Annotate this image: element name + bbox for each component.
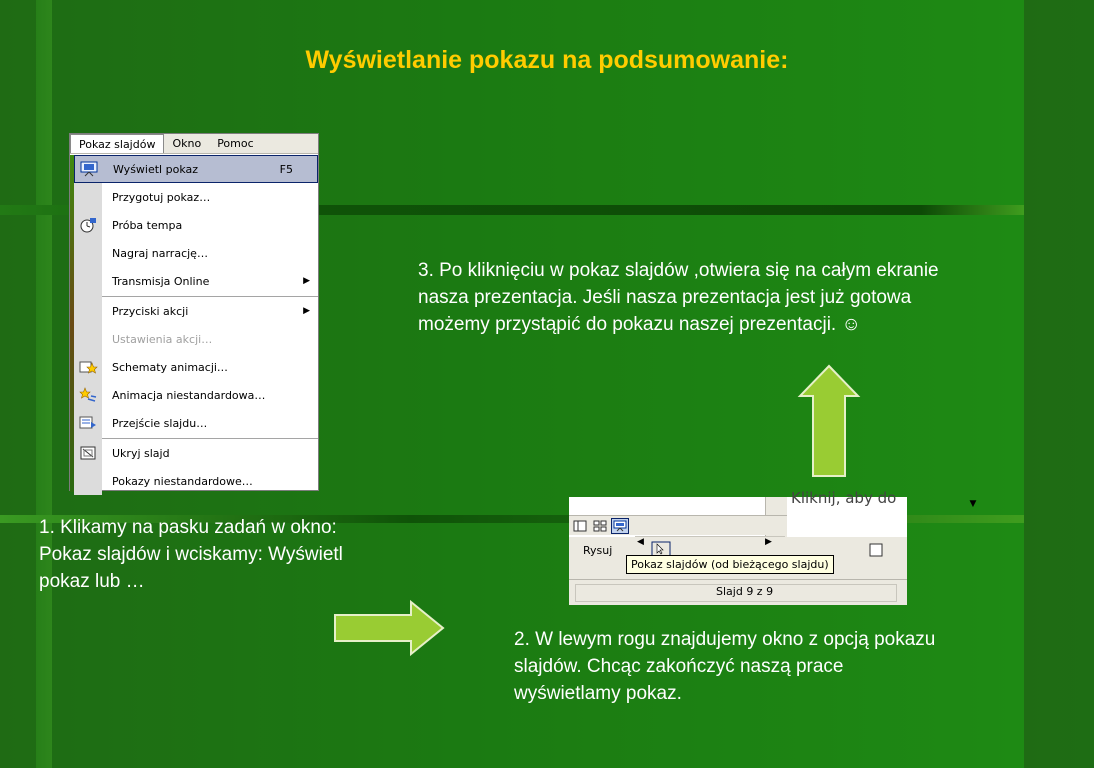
slide-title: Wyświetlanie pokazu na podsumowanie: bbox=[305, 46, 789, 74]
menu-item-ustawienia-akcji bbox=[74, 325, 318, 353]
draw-menu-button[interactable]: Rysuj bbox=[583, 544, 613, 557]
submenu-arrow-icon: ▶ bbox=[303, 306, 310, 316]
menu-bar-item-pomoc[interactable]: Pomoc bbox=[217, 137, 254, 150]
menu-bar-item-pokaz-slajdow[interactable]: Pokaz slajdów bbox=[70, 134, 164, 153]
slideshow-tooltip: Pokaz slajdów (od bieżącego slajdu) bbox=[626, 555, 834, 574]
menu-screenshot bbox=[69, 133, 319, 491]
menu-item-label: Przygotuj pokaz… bbox=[112, 190, 211, 204]
scroll-down-icon[interactable]: ▼ bbox=[969, 499, 977, 509]
clock-icon bbox=[79, 217, 97, 233]
menu-item-przygotuj-pokaz[interactable] bbox=[74, 183, 318, 211]
menu-item-label: Animacja niestandardowa… bbox=[112, 388, 266, 402]
background-stripe bbox=[36, 0, 52, 768]
menu-item-przejscie-slajdu[interactable] bbox=[74, 409, 318, 437]
submenu-arrow-icon: ▶ bbox=[303, 276, 310, 286]
rectangle-tool-icon[interactable] bbox=[869, 543, 883, 557]
menu-item-label: Ukryj slajd bbox=[112, 446, 170, 460]
notes-hint: Kliknij, aby do bbox=[791, 489, 897, 507]
menu-item-label: Transmisja Online bbox=[112, 274, 210, 288]
right-arrow-icon bbox=[333, 600, 445, 656]
menu-item-proba-tempa[interactable] bbox=[74, 211, 318, 239]
animation-icon bbox=[79, 387, 97, 403]
menu-item-shortcut: F5 bbox=[279, 162, 293, 176]
dropdown-menu bbox=[74, 155, 318, 495]
step-1-text: 1. Klikamy na pasku zadań w okno: Pokaz slajdów i wciskamy: Wyświetl pokaz lub … bbox=[39, 517, 343, 592]
menu-item-transmisja-online[interactable] bbox=[74, 267, 318, 295]
menu-item-wyswietl-pokaz[interactable] bbox=[74, 155, 318, 183]
view-buttons-bar bbox=[569, 515, 787, 547]
menu-bar-item-okno[interactable]: Okno bbox=[172, 137, 202, 150]
slide-sorter-button[interactable] bbox=[591, 518, 609, 534]
step-2-text: 2. W lewym rogu znajdujemy okno z opcją pokazu slajdów. Chcąc zakończyć naszą prace wyświetlamy pokaz. bbox=[514, 629, 936, 704]
hide-slide-icon bbox=[79, 445, 97, 461]
menu-item-label: Ustawienia akcji… bbox=[112, 332, 213, 346]
status-bar bbox=[569, 579, 907, 605]
menu-item-label: Przejście slajdu… bbox=[112, 416, 208, 430]
normal-view-icon bbox=[573, 520, 587, 532]
menu-item-animacja-niestandardowa[interactable] bbox=[74, 381, 318, 409]
step-3-text: 3. Po kliknięciu w pokaz slajdów ,otwiera się na całym ekranie nasza prezentacja. Jeśli nasza prezentacja jest już gotowa możemy przystąpić do pokazu naszej prezentacji. ☺ bbox=[418, 260, 939, 335]
normal-view-button[interactable] bbox=[571, 518, 589, 534]
menu-item-schematy-animacji[interactable] bbox=[74, 353, 318, 381]
menu-item-nagraj-narracje[interactable] bbox=[74, 239, 318, 267]
transition-icon bbox=[79, 415, 97, 431]
up-arrow-icon bbox=[798, 364, 860, 478]
menu-item-label: Przyciski akcji bbox=[112, 304, 189, 318]
menu-item-przyciski-akcji[interactable] bbox=[74, 297, 318, 325]
menu-item-label: Próba tempa bbox=[112, 218, 183, 232]
menu-item-label: Schematy animacji… bbox=[112, 360, 228, 374]
projector-icon bbox=[613, 520, 627, 532]
menu-bar bbox=[70, 134, 318, 154]
menu-item-label: Wyświetl pokaz bbox=[113, 162, 199, 176]
menu-item-pokazy-niestandardowe[interactable] bbox=[74, 467, 318, 495]
star-icon bbox=[79, 359, 97, 375]
scroll-right-icon[interactable]: ▶ bbox=[765, 537, 772, 547]
menu-item-label: Nagraj narrację… bbox=[112, 246, 208, 260]
menu-item-label: Pokazy niestandardowe… bbox=[112, 474, 253, 488]
slideshow-button[interactable] bbox=[611, 518, 629, 534]
slide-sorter-icon bbox=[593, 520, 607, 532]
statusbar-screenshot bbox=[569, 489, 977, 605]
projector-icon bbox=[80, 161, 98, 177]
slide-counter: Slajd 9 z 9 bbox=[716, 585, 774, 598]
scroll-left-icon[interactable]: ◀ bbox=[637, 537, 644, 547]
menu-item-ukryj-slajd[interactable] bbox=[74, 439, 318, 467]
